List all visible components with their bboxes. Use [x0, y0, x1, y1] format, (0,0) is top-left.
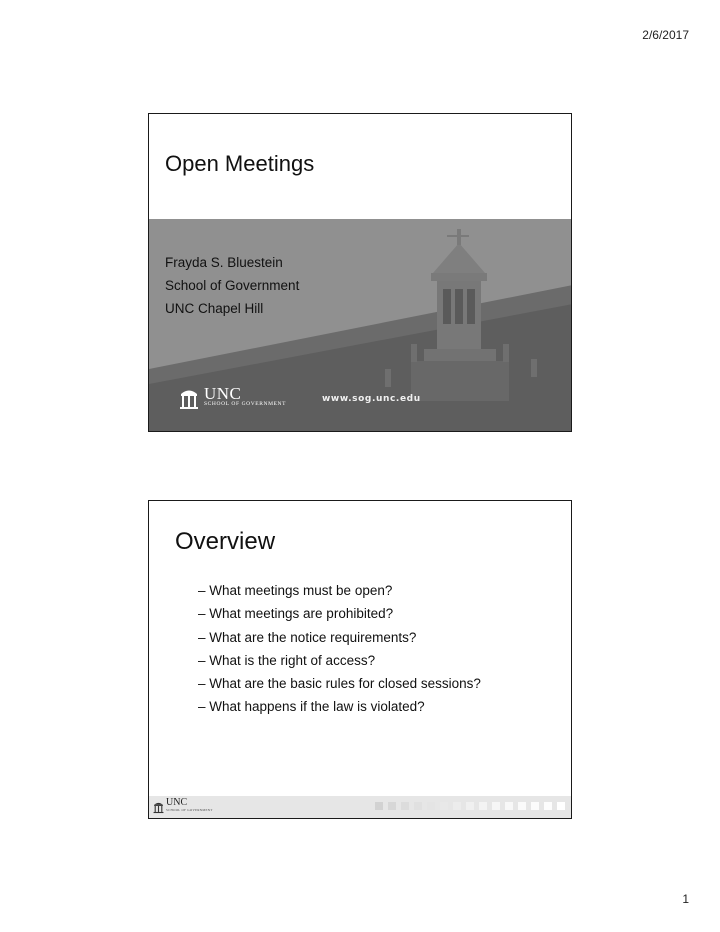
old-well-icon [179, 386, 199, 410]
bullet-item: – What is the right of access? [198, 652, 376, 668]
square-icon [466, 802, 474, 810]
title-area [149, 114, 571, 219]
square-icon [531, 802, 539, 810]
square-icon [557, 802, 565, 810]
unc-sog-logo [179, 386, 289, 408]
decorative-squares [375, 802, 565, 810]
title-slide [148, 113, 572, 432]
slide-title: Overview [175, 528, 276, 555]
bullet-item: – What meetings are prohibited? [198, 606, 394, 622]
author-name: Frayda S. Bluestein [165, 255, 283, 270]
slide-title: Open Meetings [165, 151, 315, 176]
author-info [165, 251, 299, 320]
bullet-item: – What meetings must be open? [198, 583, 393, 598]
author-institution: UNC Chapel Hill [165, 301, 264, 316]
square-icon [453, 802, 461, 810]
square-icon [375, 802, 383, 810]
square-icon [505, 802, 513, 810]
footer-logo-subtitle: SCHOOL OF GOVERNMENT [166, 808, 213, 812]
logo-wordmark: UNC [204, 384, 242, 403]
square-icon [544, 802, 552, 810]
bullet-item: – What are the basic rules for closed sessions? [198, 676, 481, 692]
overview-bullet-list [198, 579, 481, 719]
overview-slide [148, 500, 572, 819]
square-icon [492, 802, 500, 810]
author-organization: School of Government [165, 278, 300, 293]
old-well-icon [153, 800, 164, 814]
page-number: 1 [682, 892, 689, 906]
square-icon [401, 802, 409, 810]
slide-footer-bar [149, 796, 571, 818]
page-date: 2/6/2017 [642, 28, 689, 42]
square-icon [518, 802, 526, 810]
website-url: www.sog.unc.edu [322, 394, 421, 404]
square-icon [440, 802, 448, 810]
square-icon [427, 802, 435, 810]
square-icon [479, 802, 487, 810]
bullet-item: – What happens if the law is violated? [198, 699, 425, 715]
bullet-item: – What are the notice requirements? [198, 629, 417, 645]
footer-logo-wordmark: UNC [166, 797, 188, 808]
square-icon [414, 802, 422, 810]
square-icon [388, 802, 396, 810]
logo-subtitle: SCHOOL OF GOVERNMENT [204, 401, 287, 407]
